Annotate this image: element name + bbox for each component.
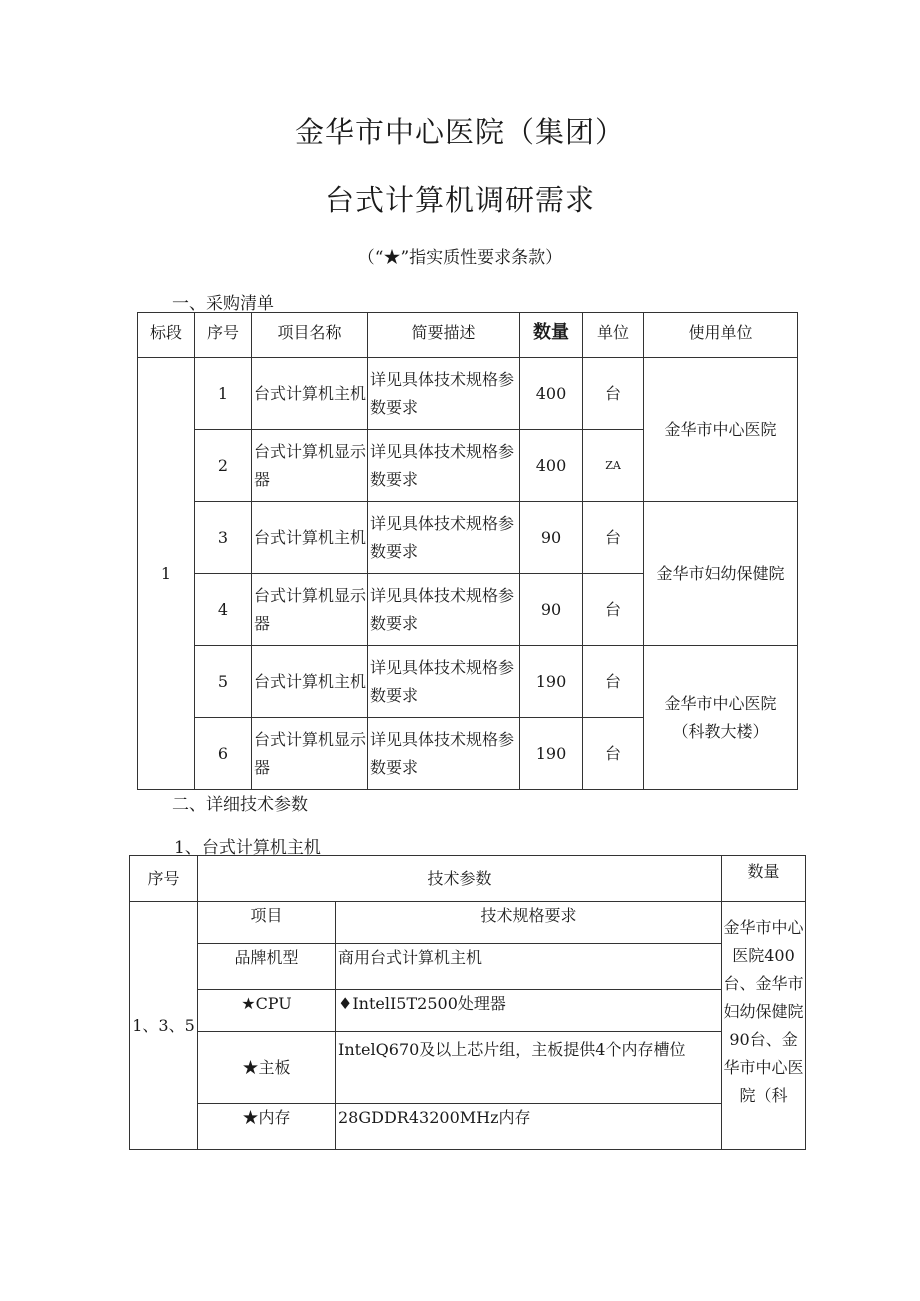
- row-unit: 台: [583, 574, 644, 646]
- row-no: 1: [195, 358, 252, 430]
- header-no: 序号: [130, 856, 198, 902]
- row-desc: 详见具体技术规格参数要求: [368, 574, 520, 646]
- table-row: [138, 502, 798, 574]
- spec-value: IntelQ670及以上芯片组，主板提供4个内存槽位: [336, 1032, 722, 1104]
- star-note: （“★”指实质性要求条款）: [357, 248, 563, 268]
- row-unit: 台: [583, 502, 644, 574]
- spec-item: ★主板: [198, 1032, 336, 1104]
- row-name: 台式计算机主机: [252, 358, 368, 430]
- row-no: 5: [195, 646, 252, 718]
- row-desc: 详见具体技术规格参数要求: [368, 646, 520, 718]
- user-cell: 金华市中心医院: [644, 358, 798, 502]
- row-no: 3: [195, 502, 252, 574]
- section-tech-heading: 二、详细技术参数: [172, 795, 308, 815]
- sub-header-spec: 技术规格要求: [336, 902, 722, 944]
- spec-item: ★CPU: [198, 990, 336, 1032]
- row-qty: 90: [520, 502, 583, 574]
- user-cell: 金华市中心医院（科教大楼）: [644, 646, 798, 790]
- header-desc: 简要描述: [368, 313, 520, 358]
- row-qty: 90: [520, 574, 583, 646]
- row-name: 台式计算机显示器: [252, 718, 368, 790]
- row-desc: 详见具体技术规格参数要求: [368, 430, 520, 502]
- procurement-table: [137, 312, 798, 790]
- document-title: 金华市中心医院（集团）: [294, 115, 625, 149]
- header-name: 项目名称: [252, 313, 368, 358]
- document-subtitle: 台式计算机调研需求: [324, 183, 595, 217]
- row-unit: 台: [583, 646, 644, 718]
- row-qty: 190: [520, 646, 583, 718]
- spec-value: ♦IntelI5T2500处理器: [336, 990, 722, 1032]
- section-host-heading: 1、台式计算机主机: [174, 838, 321, 858]
- row-name: 台式计算机主机: [252, 646, 368, 718]
- header-user: 使用单位: [644, 313, 798, 358]
- lot-cell: 1: [138, 358, 195, 790]
- row-no: 2: [195, 430, 252, 502]
- row-name: 台式计算机显示器: [252, 574, 368, 646]
- row-no: 4: [195, 574, 252, 646]
- header-params: 技术参数: [198, 856, 722, 902]
- spec-value: 28GDDR43200MHz内存: [336, 1104, 722, 1150]
- header-qty: 数量: [722, 856, 806, 902]
- spec-item: ★内存: [198, 1104, 336, 1150]
- row-no-cell: 1、3、5: [130, 902, 198, 1150]
- row-qty: 400: [520, 358, 583, 430]
- row-unit: 台: [583, 358, 644, 430]
- header-no: 序号: [195, 313, 252, 358]
- sub-header-item: 项目: [198, 902, 336, 944]
- row-unit: ZA: [583, 430, 644, 502]
- row-unit: 台: [583, 718, 644, 790]
- row-qty: 190: [520, 718, 583, 790]
- header-qty: 数量: [520, 313, 583, 358]
- row-desc: 详见具体技术规格参数要求: [368, 502, 520, 574]
- row-desc: 详见具体技术规格参数要求: [368, 718, 520, 790]
- header-unit: 单位: [583, 313, 644, 358]
- user-cell: 金华市妇幼保健院: [644, 502, 798, 646]
- table-row: [130, 1032, 806, 1104]
- header-lot: 标段: [138, 313, 195, 358]
- row-qty: 400: [520, 430, 583, 502]
- row-name: 台式计算机显示器: [252, 430, 368, 502]
- table-row: [130, 1104, 806, 1150]
- table-row: [138, 646, 798, 718]
- row-name: 台式计算机主机: [252, 502, 368, 574]
- tech-spec-table: [129, 855, 806, 1150]
- spec-item: 品牌机型: [198, 944, 336, 990]
- table-row: [130, 990, 806, 1032]
- table-row: [130, 944, 806, 990]
- row-desc: 详见具体技术规格参数要求: [368, 358, 520, 430]
- section-procurement-heading: 一、采购清单: [172, 294, 274, 314]
- qty-cell: 金华市中心医院400台、金华市妇幼保健院90台、金华市中心医院（科: [722, 902, 806, 1150]
- row-no: 6: [195, 718, 252, 790]
- spec-value: 商用台式计算机主机: [336, 944, 722, 990]
- table-row: [138, 358, 798, 430]
